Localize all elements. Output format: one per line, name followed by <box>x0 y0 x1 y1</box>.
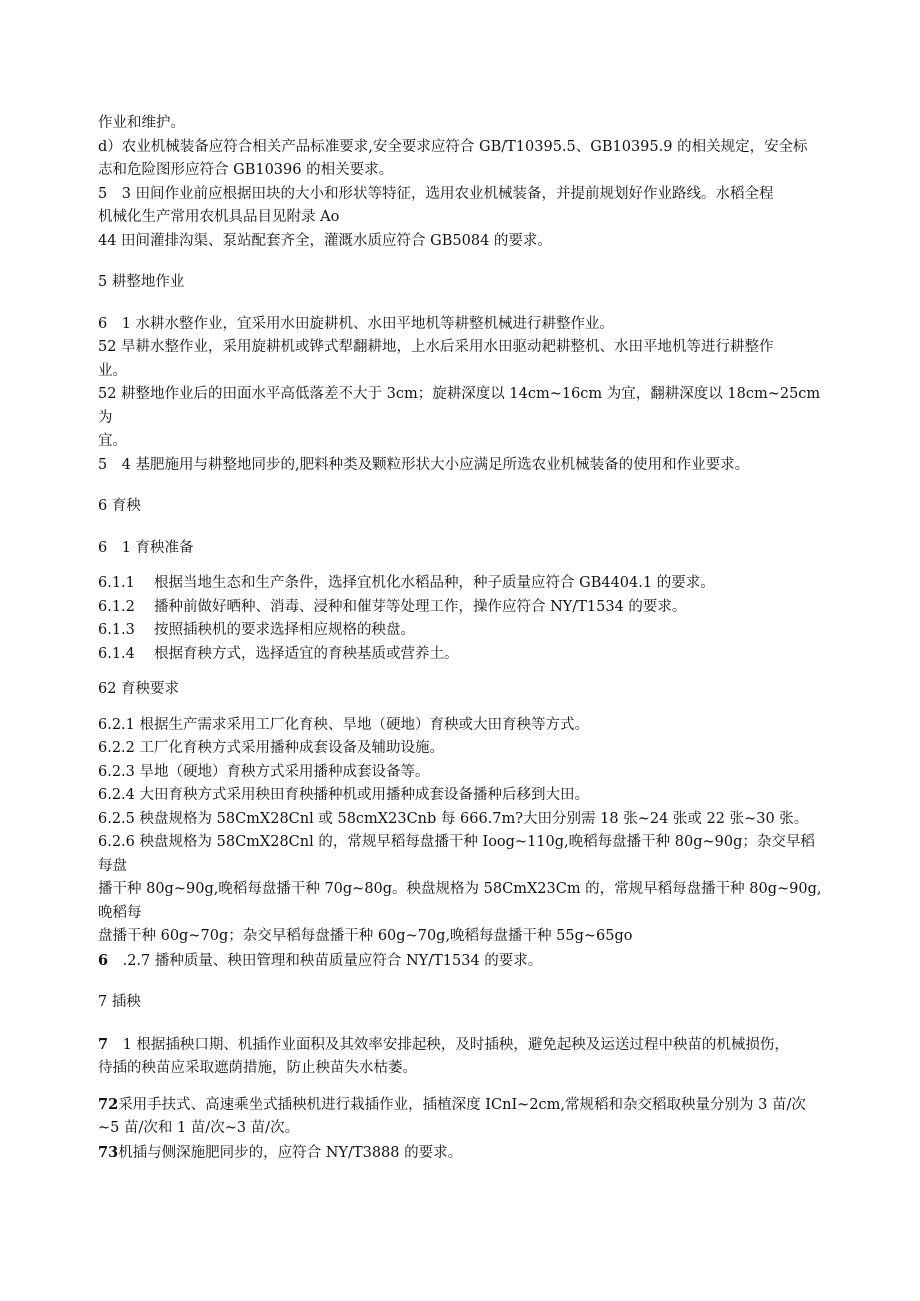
text-line: 6.1.2 播种前做好晒种、消毒、浸种和催芽等处理工作，操作应符合 NY/T1534 的要求。 <box>98 598 687 615</box>
clause-number: 72 <box>98 1095 119 1113</box>
text-line <box>98 1093 828 1118</box>
text-line: 6.2.2 工厂化育秧方式采用播种成套设备及辅助设施。 <box>98 740 445 756</box>
text-line: 6.2.4 大田育秧方式采用秧田育秧播种机或用播种成套设备播种后移到大田。 <box>98 787 590 803</box>
clause-number: 7 <box>98 1035 109 1053</box>
text-line: 52 旱耕水整作业，采用旋耕机或铧式犁翻耕地，上水后采用水田驱动耙耕整机、水田平地机等进行耕整作 <box>98 339 774 355</box>
text-line: 6 1 水耕水整作业，宜采用水田旋耕机、水田平地机等耕整机械进行耕整作业。 <box>98 315 615 332</box>
text-line <box>98 949 828 974</box>
section-heading-5: 5 耕整地作业 <box>98 274 185 290</box>
text-line <box>98 1033 828 1058</box>
text-line: ~5 苗/次和 1 苗/次~3 苗/次。 <box>98 1120 300 1136</box>
text-line: 44 田间灌排沟渠、泵站配套齐全，灌溉水质应符合 GB5084 的要求。 <box>98 232 552 249</box>
subsection-heading-6-2: 62 育秧要求 <box>98 681 180 697</box>
text-line: 6.1.3 按照插秧机的要求选择相应规格的秧盘。 <box>98 622 416 638</box>
clause-text: 1 根据插秧口期、机插作业面积及其效率安排起秧，及时插秧，避免起秧及运送过程中秧苗的机械损伤， <box>122 1036 789 1053</box>
section-heading-7: 7 插秧 <box>98 994 141 1010</box>
clause-text: .2.7 播种质量、秧田管理和秧苗质量应符合 NY/T1534 的要求。 <box>122 952 543 969</box>
text-line: 志和危险图形应符合 GB10396 的相关要求。 <box>98 162 394 178</box>
text-line: d）农业机械装备应符合相关产品标准要求,安全要求应符合 GB/T10395.5、GB10395.9 的相关规定，安全标 <box>98 138 808 155</box>
document-page <box>98 112 828 1165</box>
text-line: 业。 <box>98 362 127 379</box>
subsection-heading-6-1: 6 1 育秧准备 <box>98 539 194 556</box>
text-line: 播干种 80g~90g,晚稻每盘播干种 70g~80g。秧盘规格为 58CmX23Cm 的，常规早稻每盘播干种 80g~90g,晚稻每 <box>98 881 822 921</box>
text-line: 6.1.1 根据当地生态和生产条件，选择宜机化水稻品种，种子质量应符合 GB4404.1 的要求。 <box>98 575 715 591</box>
text-line: 机械化生产常用农机具品目见附录 Ao <box>98 209 340 225</box>
text-line: 6.1.4 根据育秧方式，选择适宜的育秧基质或营养土。 <box>98 645 459 662</box>
text-line: 盘播干种 60g~70g；杂交早稻每盘播干种 60g~70g,晚稻每盘播干种 55g~65go <box>98 928 633 944</box>
clause-number: 6 <box>98 951 109 969</box>
text-line: 作业和维护。 <box>98 115 185 131</box>
text-line: 6.2.1 根据生产需求采用工厂化育秧、旱地（硬地）育秧或大田育秧等方式。 <box>98 716 590 733</box>
section-heading-6: 6 育秧 <box>98 498 141 514</box>
text-line: 5 4 基肥施用与耕整地同步的,肥料种类及颗粒形状大小应满足所选农业机械装备的使用和作业要求。 <box>98 456 750 473</box>
text-line: 6.2.5 秧盘规格为 58CmX28Cnl 或 58cmX23Cnb 每 666.7m?大田分别需 18 张~24 张或 22 张~30 张。 <box>98 810 809 827</box>
text-line: 5 3 田间作业前应根据田块的大小和形状等特征，选用农业机械装备，并提前规划好作业路线。水稻全程 <box>98 185 774 202</box>
text-line: 宜。 <box>98 433 127 449</box>
clause-number: 73 <box>98 1143 119 1161</box>
text-line: 待插的秧苗应采取遮荫措施，防止秧苗失水枯萎。 <box>98 1060 417 1076</box>
text-line: 6.2.6 秧盘规格为 58CmX28Cnl 的，常规早稻每盘播干种 Ioog~110g,晚稻每盘播干种 80g~90g；杂交早稻每盘 <box>98 834 815 874</box>
clause-text: 机插与侧深施肥同步的，应符合 NY/T3888 的要求。 <box>118 1144 463 1161</box>
text-line <box>98 1141 828 1166</box>
text-line: 52 耕整地作业后的田面水平高低落差不大于 3cm；旋耕深度以 14cm~16cm 为宜，翻耕深度以 18cm~25cm 为 <box>98 386 825 426</box>
text-line: 6.2.3 旱地（硬地）育秧方式采用播种成套设备等。 <box>98 763 430 780</box>
clause-text: 采用手扶式、高速乘坐式插秧机进行栽插作业，插植深度 ICnI~2cm,常规稻和杂交稻取秧量分别为 3 苗/次 <box>118 1096 806 1113</box>
